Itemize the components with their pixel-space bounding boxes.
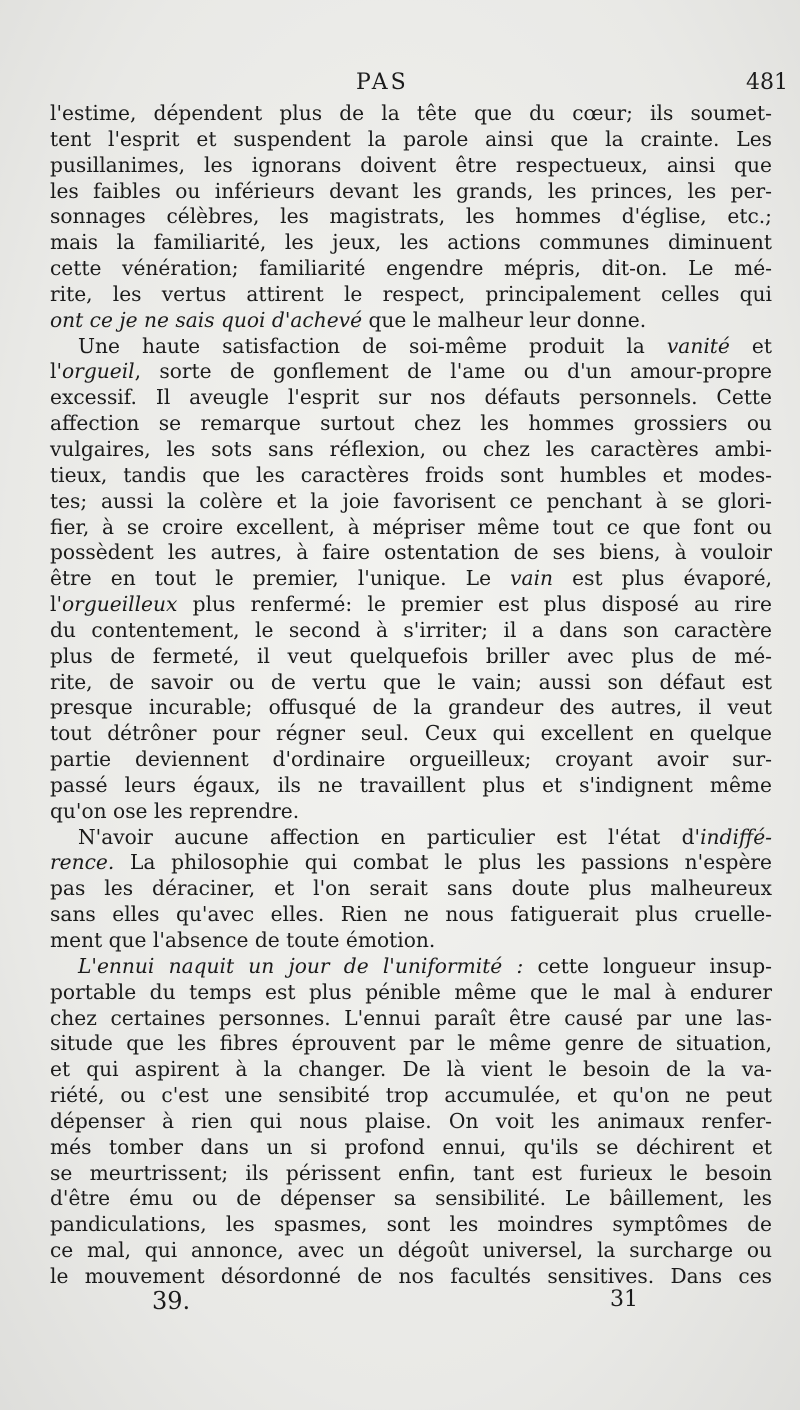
text-line: et qui aspirent à la changer. De là vient le besoin de la va- <box>50 1057 772 1082</box>
text-line <box>50 566 772 592</box>
text-fragment: La philosophie qui combat le plus les passions n'espère <box>114 850 772 875</box>
text-fragment: sorte de gonflement de l'ame ou d'un amour-propre <box>159 359 772 384</box>
text-line: ment que l'absence de toute émotion. <box>50 928 436 952</box>
text-line: chez certaines personnes. L'ennui paraît être causé par une las- <box>50 1005 772 1030</box>
text-line: possèdent les autres, à faire ostentation de ses biens, à vouloir <box>50 540 772 565</box>
text-fragment: l' <box>50 592 63 617</box>
paragraph-indifference <box>50 825 772 954</box>
italic-word: rence. <box>50 850 115 875</box>
text-line: rite, de savoir ou de vertu que le vain; aussi son défaut est <box>50 669 772 694</box>
text-line <box>50 825 772 851</box>
italic-phrase: ont ce je ne sais quoi d'achevé <box>50 307 363 332</box>
page-footer <box>50 1287 772 1327</box>
text-fragment: Une haute satisfaction de soi-même produit la <box>78 333 667 358</box>
text-fragment: , <box>134 359 160 384</box>
paragraph-ennui <box>50 954 772 1290</box>
text-line: partie deviennent d'ordinaire orgueilleux; croyant avoir sur- <box>50 747 772 772</box>
text-line: d'être ému ou de dépenser sa sensibilité. Le bâillement, les <box>50 1186 772 1211</box>
page-header <box>50 70 788 104</box>
text-line: excessif. Il aveugle l'esprit sur nos défauts personnels. Cette <box>50 385 772 410</box>
text-fragment: N'avoir aucune affection en particulier est l'état d' <box>78 824 701 849</box>
italic-word: orgueilleux <box>62 592 178 617</box>
text-line: se meurtrissent; ils périssent enfin, tant est furieux le besoin <box>50 1160 772 1185</box>
text-line: passé leurs égaux, ils ne travaillent plus et s'indignent même <box>50 772 772 797</box>
text-line: affection se remarque surtout chez les hommes grossiers ou <box>50 411 772 436</box>
text-fragment: être en tout le premier, l'unique. Le <box>50 566 492 591</box>
italic-word: vain <box>510 566 554 591</box>
text-line: cette vénération; familiarité engendre mépris, dit-on. Le mé- <box>50 256 772 281</box>
text-line <box>50 334 772 360</box>
text-line: portable du temps est plus pénible même que le mal à endurer <box>50 979 772 1004</box>
text-fragment: que le malheur leur donne. <box>362 307 647 332</box>
text-line: tout détrôner pour régner seul. Ceux qui excellent en quelque <box>50 721 772 746</box>
text-line: tieux, tandis que les caractères froids sont humbles et modes- <box>50 462 772 487</box>
text-line: l'estime, dépendent plus de la tête que du cœur; ils soumet- <box>50 101 772 125</box>
text-line: dépenser à rien qui nous plaise. On voit les animaux renfer- <box>50 1108 772 1133</box>
running-head: PAS <box>356 70 409 95</box>
text-line: sans elles qu'avec elles. Rien ne nous fatiguerait plus cruelle- <box>50 902 772 927</box>
text-line: du contentement, le second à s'irriter; il a dans son caractère <box>50 617 772 642</box>
italic-word: orgueil <box>62 359 135 384</box>
text-line: pas les déraciner, et l'on serait sans doute plus malheureux <box>50 876 772 901</box>
text-line: pusillanimes, les ignorans doivent être respectueux, ainsi que <box>50 152 772 177</box>
text-line <box>50 308 772 334</box>
text-line <box>50 359 772 385</box>
body-text <box>50 101 772 1290</box>
text-fragment: et <box>729 333 772 358</box>
text-line: vulgaires, les sots sans réflexion, ou chez les caractères ambi- <box>50 436 772 461</box>
paragraph-vanity <box>50 334 772 825</box>
text-line <box>50 850 772 876</box>
signature-mark: 39. <box>152 1287 191 1315</box>
text-line: le mouvement désordonné de nos facultés sensitives. Dans ces <box>50 1263 772 1288</box>
italic-phrase: L'ennui naquit un jour de l'uniformité : <box>78 953 524 978</box>
text-line <box>50 954 772 980</box>
text-line: plus de fermeté, il veut quelquefois briller avec plus de mé- <box>50 643 772 668</box>
text-line: rite, les vertus attirent le respect, principalement celles qui <box>50 281 772 306</box>
text-line: fier, à se croire excellent, à mépriser même tout ce que font ou <box>50 514 772 539</box>
text-fragment: est plus évaporé, <box>553 566 772 591</box>
text-line: situde que les fibres éprouvent par le même genre de situation, <box>50 1031 772 1056</box>
text-line: mais la familiarité, les jeux, les actions communes diminuent <box>50 230 772 255</box>
italic-word: indiffé- <box>700 824 772 849</box>
text-line <box>50 592 772 618</box>
text-line: ce mal, qui annonce, avec un dégoût universel, la surcharge ou <box>50 1238 772 1263</box>
text-line: sonnages célèbres, les magistrats, les hommes d'église, etc.; <box>50 204 772 229</box>
paragraph-respect <box>50 101 772 334</box>
text-line: tes; aussi la colère et la joie favorisent ce penchant à se glori- <box>50 488 772 513</box>
text-fragment: l' <box>50 359 63 384</box>
text-line: pandiculations, les spasmes, sont les moindres symptômes de <box>50 1212 772 1237</box>
text-line: tent l'esprit et suspendent la parole ainsi que la crainte. Les <box>50 126 772 151</box>
text-line: presque incurable; offusqué de la grandeur des autres, il veut <box>50 695 772 720</box>
signature-mark-secondary: 31 <box>610 1287 638 1312</box>
text-fragment: cette longueur insup- <box>523 953 772 978</box>
text-line: més tomber dans un si profond ennui, qu'ils se déchirent et <box>50 1134 772 1159</box>
text-line: riété, ou c'est une sensibité trop accumulée, et qu'on ne peut <box>50 1083 772 1108</box>
text-line: les faibles ou inférieurs devant les grands, les princes, les per- <box>50 178 772 203</box>
italic-word: vanité <box>666 333 730 358</box>
text-fragment: plus renfermé: le premier est plus disposé au rire <box>177 592 772 617</box>
text-line: qu'on ose les reprendre. <box>50 798 300 823</box>
page-number: 481 <box>746 70 788 95</box>
